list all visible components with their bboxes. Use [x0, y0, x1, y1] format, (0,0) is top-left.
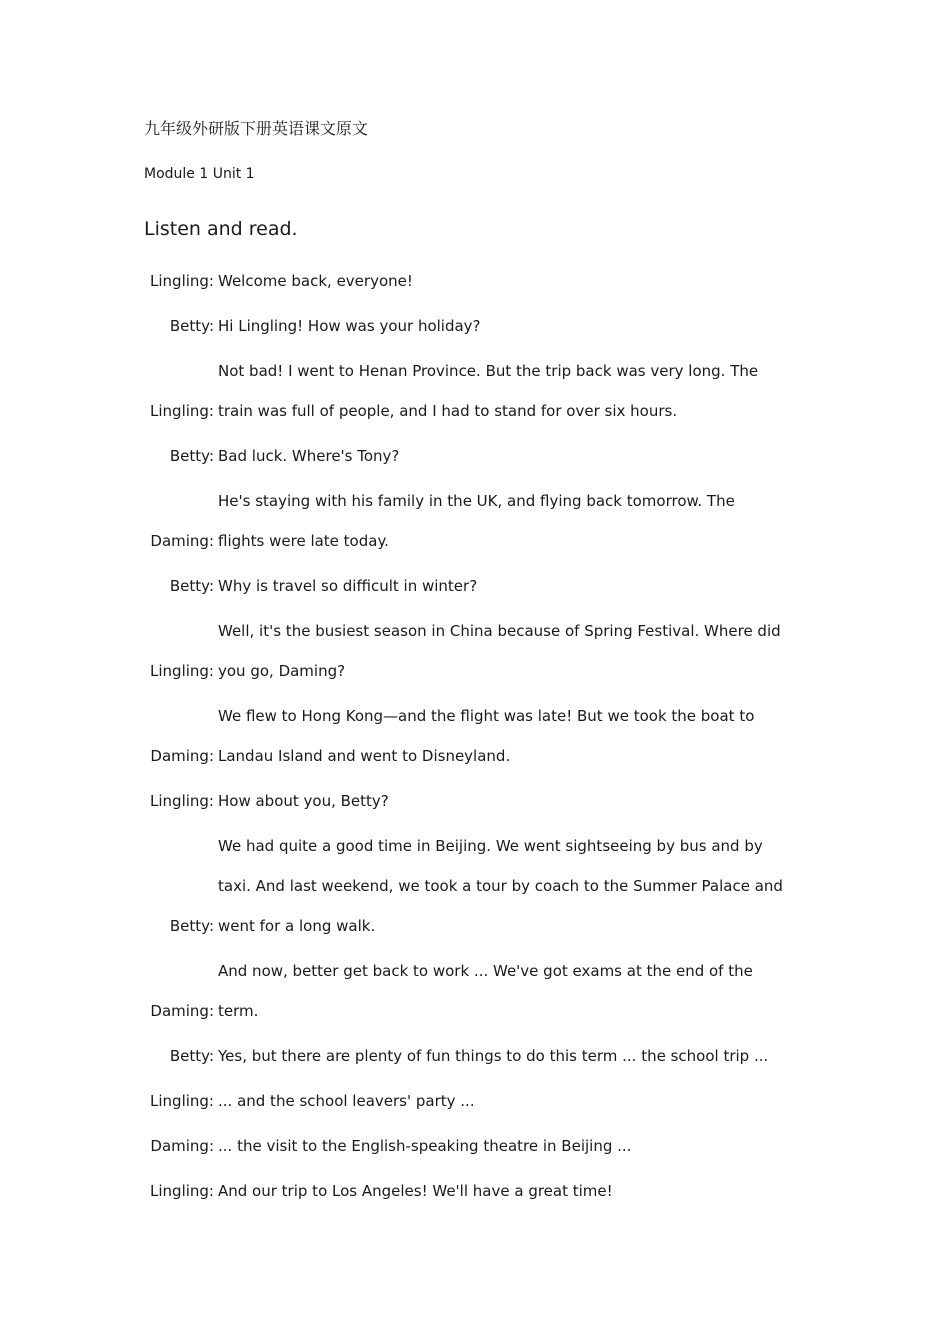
- speaker-label: Daming:: [150, 747, 214, 765]
- section-heading: Listen and read.: [144, 218, 298, 240]
- dialogue-turn: [144, 490, 824, 552]
- speaker-label: Lingling:: [150, 402, 214, 420]
- speaker-label: Betty:: [169, 447, 214, 465]
- document-title: 九年级外研版下册英语课文原文: [144, 119, 369, 138]
- dialogue-line: Hi Lingling! How was your holiday?: [218, 317, 481, 335]
- speaker-label: Lingling:: [150, 662, 214, 680]
- dialogue-line: ... and the school leavers' party ...: [218, 1092, 475, 1110]
- dialogue-line: you go, Daming?: [218, 662, 346, 680]
- dialogue-turn: [144, 1135, 824, 1157]
- speaker-label: Lingling:: [150, 1182, 214, 1200]
- dialogue-line: How about you, Betty?: [218, 792, 389, 810]
- dialogue-turn: [144, 1045, 824, 1067]
- dialogue-turn: [144, 705, 824, 767]
- dialogue-line: We flew to Hong Kong—and the flight was late! But we took the boat to: [218, 707, 755, 725]
- dialogue-line: Well, it's the busiest season in China because of Spring Festival. Where did: [218, 622, 781, 640]
- dialogue-line: flights were late today.: [218, 532, 389, 550]
- dialogue-line: Welcome back, everyone!: [218, 272, 413, 290]
- dialogue-line: Bad luck. Where's Tony?: [218, 447, 400, 465]
- speaker-label: Lingling:: [150, 272, 214, 290]
- speaker-label: Betty:: [169, 317, 214, 335]
- speaker-label: Daming:: [150, 532, 214, 550]
- module-unit-label: Module 1 Unit 1: [144, 166, 255, 182]
- dialogue-turn: [144, 1180, 824, 1202]
- dialogue-line: Yes, but there are plenty of fun things to do this term ... the school trip ...: [218, 1047, 769, 1065]
- dialogue-line: went for a long walk.: [218, 917, 376, 935]
- speaker-label: Daming:: [150, 1002, 214, 1020]
- dialogue-line: He's staying with his family in the UK, and flying back tomorrow. The: [218, 492, 735, 510]
- dialogue-line: ... the visit to the English-speaking theatre in Beijing ...: [218, 1137, 632, 1155]
- dialogue-line: And now, better get back to work ... We've got exams at the end of the: [218, 962, 753, 980]
- dialogue-turn: [144, 960, 824, 1022]
- dialogue-turn: [144, 1090, 824, 1112]
- dialogue-line: Landau Island and went to Disneyland.: [218, 747, 511, 765]
- dialogue-line: We had quite a good time in Beijing. We went sightseeing by bus and by: [218, 837, 763, 855]
- dialogue-line: And our trip to Los Angeles! We'll have a great time!: [218, 1182, 613, 1200]
- dialogue-turn: [144, 620, 824, 682]
- dialogue-turn: [144, 790, 824, 812]
- dialogue-turn: [144, 575, 824, 597]
- dialogue-turn: [144, 360, 824, 422]
- dialogue-turn: [144, 315, 824, 337]
- dialogue-line: term.: [218, 1002, 259, 1020]
- dialogue-turn: [144, 445, 824, 467]
- dialogue-turn: [144, 835, 824, 937]
- speaker-label: Lingling:: [150, 792, 214, 810]
- speaker-label: Betty:: [169, 917, 214, 935]
- dialogue-turn: [144, 270, 824, 292]
- speaker-label: Betty:: [169, 1047, 214, 1065]
- speaker-label: Lingling:: [150, 1092, 214, 1110]
- dialogue-line: Not bad! I went to Henan Province. But the trip back was very long. The: [218, 362, 759, 380]
- speaker-label: Betty:: [169, 577, 214, 595]
- dialogue-line: taxi. And last weekend, we took a tour by coach to the Summer Palace and: [218, 877, 783, 895]
- dialogue-line: Why is travel so difficult in winter?: [218, 577, 478, 595]
- speaker-label: Daming:: [150, 1137, 214, 1155]
- dialogue-line: train was full of people, and I had to stand for over six hours.: [218, 402, 678, 420]
